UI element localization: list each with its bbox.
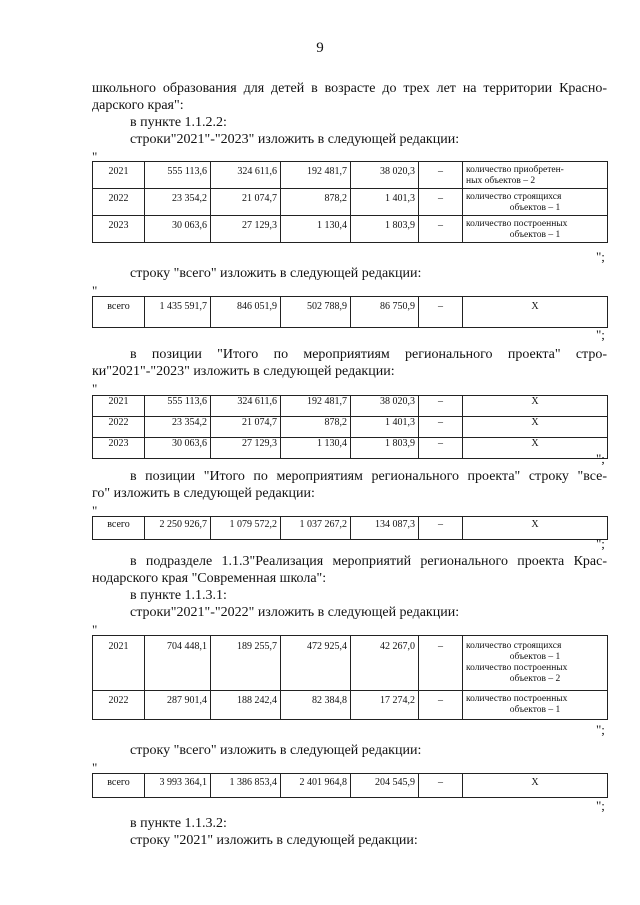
paragraph: строки"2021"-"2022" изложить в следующей редакции: xyxy=(130,605,460,620)
value-cell: 502 788,9 xyxy=(281,297,351,328)
table-years-2021-2022 xyxy=(92,635,608,720)
value-cell: 1 435 591,7 xyxy=(145,297,211,328)
note-line: объектов – 2 xyxy=(509,674,561,684)
value-cell: 1 386 853,4 xyxy=(211,774,281,798)
value-cell: 3 993 364,1 xyxy=(145,774,211,798)
value-cell: 1 130,4 xyxy=(281,216,351,243)
label-cell: всего xyxy=(93,517,145,540)
value-cell: 86 750,9 xyxy=(351,297,419,328)
paragraph-line: школьного образования для детей в возрасте до трех лет на территории Красно- xyxy=(92,81,607,96)
note-line: ных объектов – 2 xyxy=(466,176,536,186)
value-cell: 30 063,6 xyxy=(145,216,211,243)
paragraph-line: го" изложить в следующей редакции: xyxy=(92,486,315,501)
value-cell: 192 481,7 xyxy=(281,396,351,417)
year-cell: 2022 xyxy=(93,417,145,438)
table-years-2021-2023 xyxy=(92,161,608,243)
value-cell: 38 020,3 xyxy=(351,396,419,417)
note-line: объектов – 1 xyxy=(509,705,561,715)
note-line: объектов – 1 xyxy=(509,652,561,662)
quote-close: "; xyxy=(596,722,605,737)
table-row xyxy=(93,517,608,540)
value-cell: 21 074,7 xyxy=(211,417,281,438)
note-line: количество строящихся xyxy=(466,192,562,202)
table-total-1 xyxy=(92,296,608,328)
table-row xyxy=(93,438,608,459)
quote-open: " xyxy=(92,381,98,396)
table-total-3 xyxy=(92,773,608,798)
year-cell: 2021 xyxy=(93,162,145,189)
table-row xyxy=(93,774,608,798)
value-cell: 555 113,6 xyxy=(145,162,211,189)
table-row xyxy=(93,417,608,438)
dash-cell: – xyxy=(419,396,463,417)
value-cell: 23 354,2 xyxy=(145,189,211,216)
year-cell: 2021 xyxy=(93,636,145,691)
value-cell: 188 242,4 xyxy=(211,691,281,720)
table-row xyxy=(93,189,608,216)
value-cell: 287 901,4 xyxy=(145,691,211,720)
year-cell: 2023 xyxy=(93,216,145,243)
paragraph: строку "2021" изложить в следующей редакции: xyxy=(130,833,418,848)
value-cell: 1 803,9 xyxy=(351,438,419,459)
quote-close: "; xyxy=(596,536,605,551)
paragraph-line: в позиции "Итого по мероприятиям регионального проекта" строку "все- xyxy=(130,469,607,484)
year-cell: 2022 xyxy=(93,189,145,216)
paragraph: строки"2021"-"2023" изложить в следующей редакции: xyxy=(130,132,460,147)
value-cell: 2 250 926,7 xyxy=(145,517,211,540)
note-cell xyxy=(463,691,608,720)
value-cell: 472 925,4 xyxy=(281,636,351,691)
value-cell: 324 611,6 xyxy=(211,396,281,417)
paragraph: в пункте 1.1.2.2: xyxy=(130,115,227,130)
dash-cell: – xyxy=(419,162,463,189)
paragraph-line: в позиции "Итого по мероприятиям регионального проекта" стро- xyxy=(130,347,607,362)
value-cell: 21 074,7 xyxy=(211,189,281,216)
note-cell xyxy=(463,162,608,189)
x-cell: X xyxy=(463,517,608,540)
quote-close: "; xyxy=(596,451,605,466)
dash-cell: – xyxy=(419,636,463,691)
table-row xyxy=(93,162,608,189)
value-cell: 42 267,0 xyxy=(351,636,419,691)
paragraph: строку "всего" изложить в следующей редакции: xyxy=(130,743,422,758)
year-cell: 2021 xyxy=(93,396,145,417)
value-cell: 38 020,3 xyxy=(351,162,419,189)
x-cell: X xyxy=(463,396,608,417)
value-cell: 1 803,9 xyxy=(351,216,419,243)
label-cell: всего xyxy=(93,297,145,328)
value-cell: 1 037 267,2 xyxy=(281,517,351,540)
value-cell: 27 129,3 xyxy=(211,438,281,459)
quote-close: "; xyxy=(596,327,605,342)
dash-cell: – xyxy=(419,189,463,216)
paragraph: строку "всего" изложить в следующей редакции: xyxy=(130,266,422,281)
quote-open: " xyxy=(92,283,98,298)
x-cell: X xyxy=(463,417,608,438)
x-cell: X xyxy=(463,297,608,328)
value-cell: 30 063,6 xyxy=(145,438,211,459)
page-number: 9 xyxy=(316,40,324,56)
value-cell: 23 354,2 xyxy=(145,417,211,438)
note-cell xyxy=(463,189,608,216)
value-cell: 878,2 xyxy=(281,417,351,438)
quote-close: "; xyxy=(596,249,605,264)
dash-cell: – xyxy=(419,691,463,720)
dash-cell: – xyxy=(419,297,463,328)
value-cell: 1 401,3 xyxy=(351,417,419,438)
note-line: объектов – 1 xyxy=(509,230,561,240)
value-cell: 27 129,3 xyxy=(211,216,281,243)
value-cell: 324 611,6 xyxy=(211,162,281,189)
dash-cell: – xyxy=(419,517,463,540)
value-cell: 134 087,3 xyxy=(351,517,419,540)
value-cell: 2 401 964,8 xyxy=(281,774,351,798)
note-line: количество приобретен- xyxy=(466,165,564,175)
quote-open: " xyxy=(92,622,98,637)
table-row xyxy=(93,216,608,243)
table-total-2 xyxy=(92,516,608,540)
x-cell: X xyxy=(463,774,608,798)
note-line: объектов – 1 xyxy=(509,203,561,213)
table-row xyxy=(93,691,608,720)
quote-open: " xyxy=(92,503,98,518)
paragraph: в пункте 1.1.3.2: xyxy=(130,816,227,831)
x-cell: X xyxy=(463,438,608,459)
paragraph-line: дарского края": xyxy=(92,98,184,113)
note-cell xyxy=(463,636,608,691)
quote-open: " xyxy=(92,760,98,775)
table-itogo-years xyxy=(92,395,608,459)
value-cell: 1 079 572,2 xyxy=(211,517,281,540)
value-cell: 878,2 xyxy=(281,189,351,216)
note-line: количество строящихся xyxy=(466,641,562,651)
quote-open: " xyxy=(92,149,98,164)
note-line: количество построенных xyxy=(466,663,568,673)
year-cell: 2022 xyxy=(93,691,145,720)
dash-cell: – xyxy=(419,438,463,459)
value-cell: 555 113,6 xyxy=(145,396,211,417)
table-row xyxy=(93,396,608,417)
paragraph-line: ки"2021"-"2023" изложить в следующей редакции: xyxy=(92,364,395,379)
quote-close: "; xyxy=(596,798,605,813)
value-cell: 192 481,7 xyxy=(281,162,351,189)
year-cell: 2023 xyxy=(93,438,145,459)
label-cell: всего xyxy=(93,774,145,798)
note-line: количество построенных xyxy=(466,694,568,704)
value-cell: 846 051,9 xyxy=(211,297,281,328)
value-cell: 1 130,4 xyxy=(281,438,351,459)
dash-cell: – xyxy=(419,417,463,438)
value-cell: 17 274,2 xyxy=(351,691,419,720)
note-cell xyxy=(463,216,608,243)
value-cell: 204 545,9 xyxy=(351,774,419,798)
paragraph-line: в подразделе 1.1.3"Реализация мероприятий регионального проекта Крас- xyxy=(130,554,607,569)
note-line: количество построенных xyxy=(466,219,568,229)
value-cell: 704 448,1 xyxy=(145,636,211,691)
dash-cell: – xyxy=(419,216,463,243)
value-cell: 1 401,3 xyxy=(351,189,419,216)
paragraph: в пункте 1.1.3.1: xyxy=(130,588,227,603)
table-row xyxy=(93,297,608,328)
dash-cell: – xyxy=(419,774,463,798)
value-cell: 82 384,8 xyxy=(281,691,351,720)
paragraph-line: нодарского края "Современная школа": xyxy=(92,571,327,586)
value-cell: 189 255,7 xyxy=(211,636,281,691)
table-row xyxy=(93,636,608,691)
